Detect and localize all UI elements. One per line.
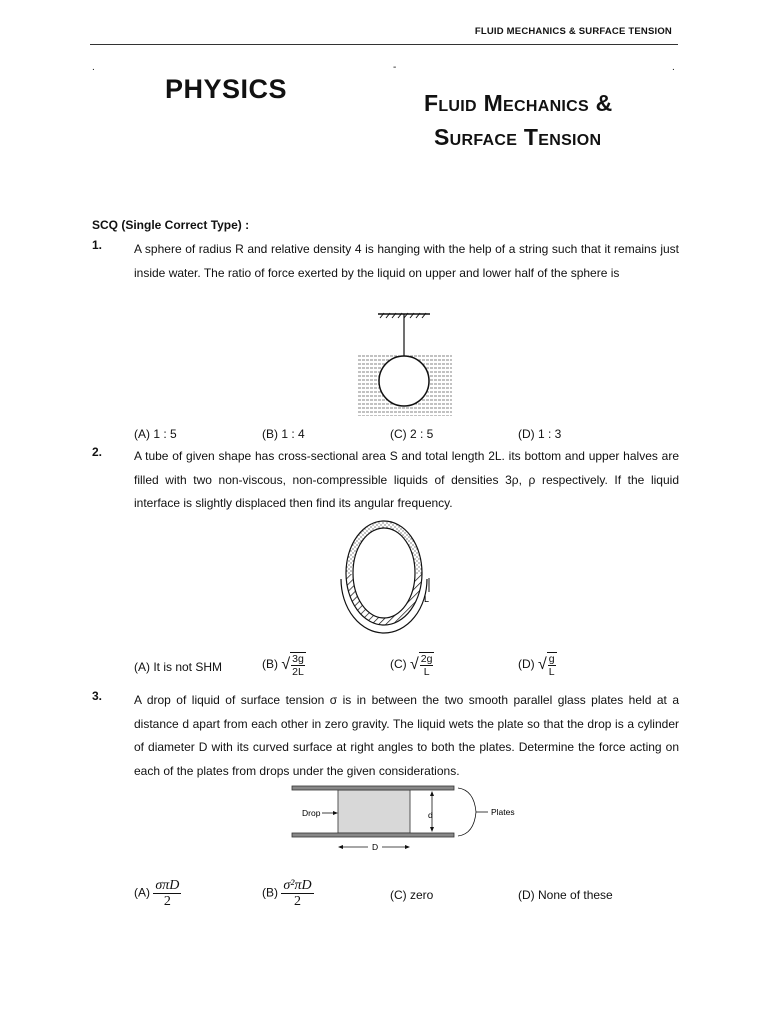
q1-option-a[interactable]: (A) 1 : 5 [134,427,177,441]
sphere [379,356,429,406]
oval-tube-figure [326,514,442,640]
topic-title-line1: Fluid Mechanics & [424,90,613,116]
bottom-plate [292,833,454,837]
q2-option-b-den: 2L [292,666,304,678]
question-2-text: A tube of given shape has cross-sectional area S and total length 2L. its bottom and upper halves are filled with two non-viscous, non-compressible liquids of densities 3ρ, ρ respectively. If the liquid interface is slightly displaced then find its angular frequency. [134,449,679,510]
q3-option-b-den: 2 [293,894,301,909]
q3-option-d[interactable]: (D) None of these [518,888,613,902]
q2-option-d-label: (D) [518,657,535,672]
stray-dot-right: . [672,62,675,73]
q2-option-d-formula: √ $\frac{g}{L}$ [538,653,555,678]
question-2-number: 2. [92,445,103,459]
q3-option-b[interactable] [262,878,314,909]
q2-option-c-den: L [423,666,430,678]
q2-option-b[interactable] [262,652,306,678]
topic-title-line2: Surface Tension [434,124,602,150]
tube-inner-wall [353,528,415,618]
q2-option-c[interactable] [390,652,434,678]
question-3-text: A drop of liquid of surface tension σ is in between the two smooth parallel glass plates held at a distance d apart from each other in zero gravity. The liquid wets the plate so that the drop is a cylinder of diameter D with its curved surface at right angles to both the plates. Determine the force acting on each of the plates from drops under the given considerations. [134,693,679,778]
stray-dot-middle: - [393,62,397,73]
sphere-in-water-figure [350,306,460,422]
q3-option-b-num: σ²πD [283,878,312,893]
gap-label: d [428,810,433,820]
question-1-number: 1. [92,238,103,252]
q2-option-c-formula: √ $\frac{2g}{L}$ [410,653,433,678]
q3-option-a[interactable] [134,878,181,909]
q2-option-b-label: (B) [262,657,278,672]
question-1-text: A sphere of radius R and relative density 4 is hanging with the help of a string such that it remains just inside water. The ratio of force exerted by the liquid on upper and lower half of the sphere is [134,242,679,280]
section-label: SCQ (Single Correct Type) : [92,218,250,232]
q1-option-d[interactable]: (D) 1 : 3 [518,427,562,441]
running-header: FLUID MECHANICS & SURFACE TENSION [474,26,672,37]
question-3-number: 3. [92,689,103,703]
q1-option-b[interactable]: (B) 1 : 4 [262,427,305,441]
q3-option-a-num: σπD [155,878,180,893]
q3-option-a-label: (A) [134,885,150,900]
q3-option-a-formula [153,878,181,909]
drop-label: Drop [302,808,321,818]
q3-option-a-den: 2 [163,894,171,909]
subject-title: PHYSICS [165,74,288,104]
q2-option-c-num: 2g [420,653,433,665]
plates-label: Plates [491,807,515,817]
q3-option-c[interactable]: (C) zero [390,888,434,902]
q2-option-b-num: 3g [292,653,304,665]
diameter-label: D [372,842,379,852]
stray-dot-left: . [92,62,95,73]
top-plate [292,786,454,790]
drop-between-plates-figure [286,780,536,858]
tube-length-label: L [424,594,430,604]
header-rule [90,44,678,45]
q1-option-c[interactable]: (C) 2 : 5 [390,427,434,441]
q2-option-a[interactable]: (A) It is not SHM [134,660,223,674]
q3-option-b-formula [281,878,313,909]
q2-option-d-den: L [548,666,555,678]
q2-option-b-formula: √ $\frac{3g}{2L}$ [281,653,304,678]
q2-option-d-num: g [548,653,555,665]
q2-option-d[interactable] [518,652,557,678]
q3-option-b-label: (B) [262,885,278,900]
q2-option-c-label: (C) [390,657,407,672]
drop-cylinder [338,790,410,833]
